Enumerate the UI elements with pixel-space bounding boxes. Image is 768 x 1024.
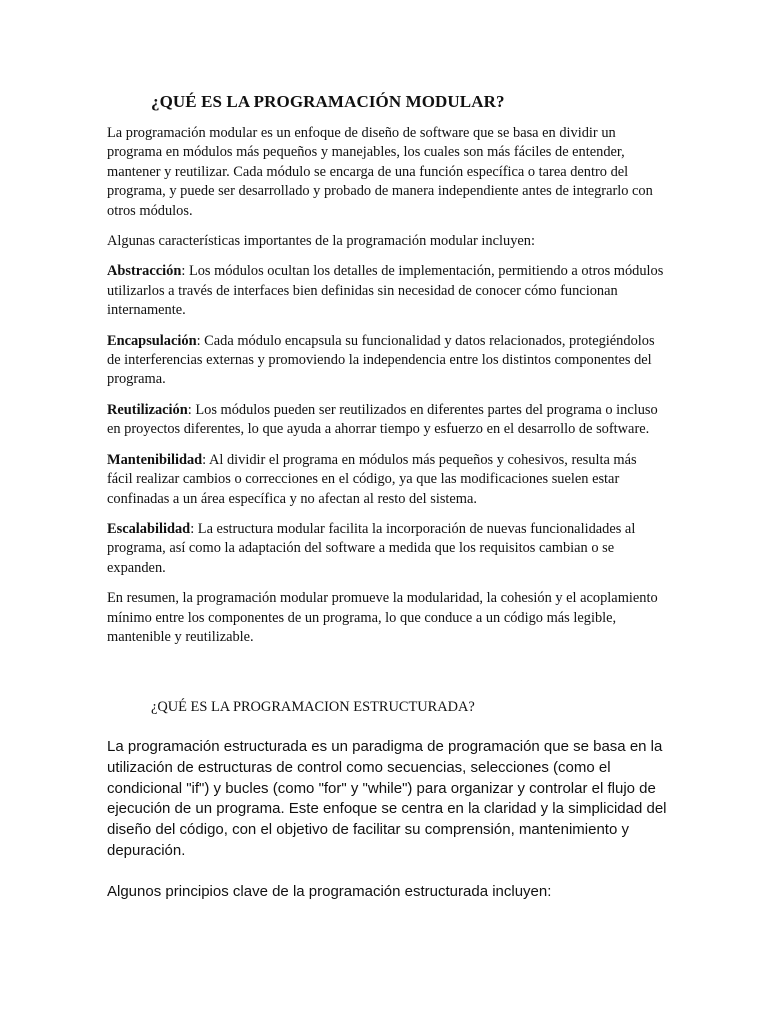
- paragraph-lead-estructurada: Algunos principios clave de la programación estructurada incluyen:: [107, 882, 552, 900]
- feature-escalabilidad: [107, 520, 665, 578]
- section-title-estructurada: ¿QUÉ ES LA PROGRAMACION ESTRUCTURADA?: [151, 699, 475, 715]
- feature-reutilizacion: [107, 401, 665, 440]
- paragraph-intro: La programación modular es un enfoque de diseño de software que se basa en dividir un programa en módulos más pequeños y manejables, los cuales son más fáciles de entender, mantener y reutilizar. Cada módulo se encarga de una función específica o tarea dentro del programa, y puede ser desarrollado y probado de manera independiente antes de integrarlo con otros módulos.: [107, 125, 653, 219]
- feature-encapsulacion: [107, 332, 665, 390]
- feature-term: Escalabilidad: [107, 520, 191, 537]
- feature-text: : Cada módulo encapsula su funcionalidad y datos relacionados, protegiéndolos de interferencias externas y promoviendo la independencia entre los distintos componentes del programa.: [107, 332, 655, 388]
- section-title-modular: ¿QUÉ ES LA PROGRAMACIÓN MODULAR?: [151, 92, 505, 111]
- feature-text: : Al dividir el programa en módulos más pequeños y cohesivos, resulta más fácil realizar cambios o correcciones en el código, ya que las modificaciones suelen estar confinadas a un área específica y no afectan al resto del sistema.: [107, 451, 637, 507]
- feature-text: : Los módulos ocultan los detalles de implementación, permitiendo a otros módulos utilizarlos a través de interfaces bien definidas sin necesidad de conocer cómo funcionan internamente.: [107, 263, 664, 319]
- feature-mantenibilidad: [107, 451, 665, 509]
- paragraph-summary: En resumen, la programación modular promueve la modularidad, la cohesión y el acoplamiento mínimo entre los componentes de un programa, lo que conduce a un código más legible, mantenible y reutilizable.: [107, 590, 658, 645]
- section-body-estructurada: [107, 737, 667, 923]
- section-body-modular: [107, 124, 665, 658]
- feature-term: Mantenibilidad: [107, 451, 203, 468]
- feature-term: Reutilización: [107, 401, 188, 418]
- paragraph-lead: Algunas características importantes de la programación modular incluyen:: [107, 233, 535, 250]
- feature-term: Encapsulación: [107, 332, 197, 349]
- feature-text: : La estructura modular facilita la incorporación de nuevas funcionalidades al programa, así como la adaptación del software a medida que los requisitos cambian o se expanden.: [107, 520, 636, 576]
- feature-abstraccion: [107, 262, 665, 320]
- paragraph-intro-estructurada: La programación estructurada es un paradigma de programación que se basa en la utilización de estructuras de control como secuencias, selecciones (como el condicional "if") y bucles (como "for" y "while") para organizar y controlar el flujo de ejecución de un programa. Este enfoque se centra en la claridad y la simplicidad del diseño del código, con el objetivo de facilitar su comprensión, mantenimiento y depuración.: [107, 738, 667, 859]
- feature-text: : Los módulos pueden ser reutilizados en diferentes partes del programa o incluso en proyectos diferentes, lo que ayuda a ahorrar tiempo y esfuerzo en el desarrollo de software.: [107, 401, 658, 438]
- feature-term: Abstracción: [107, 263, 182, 280]
